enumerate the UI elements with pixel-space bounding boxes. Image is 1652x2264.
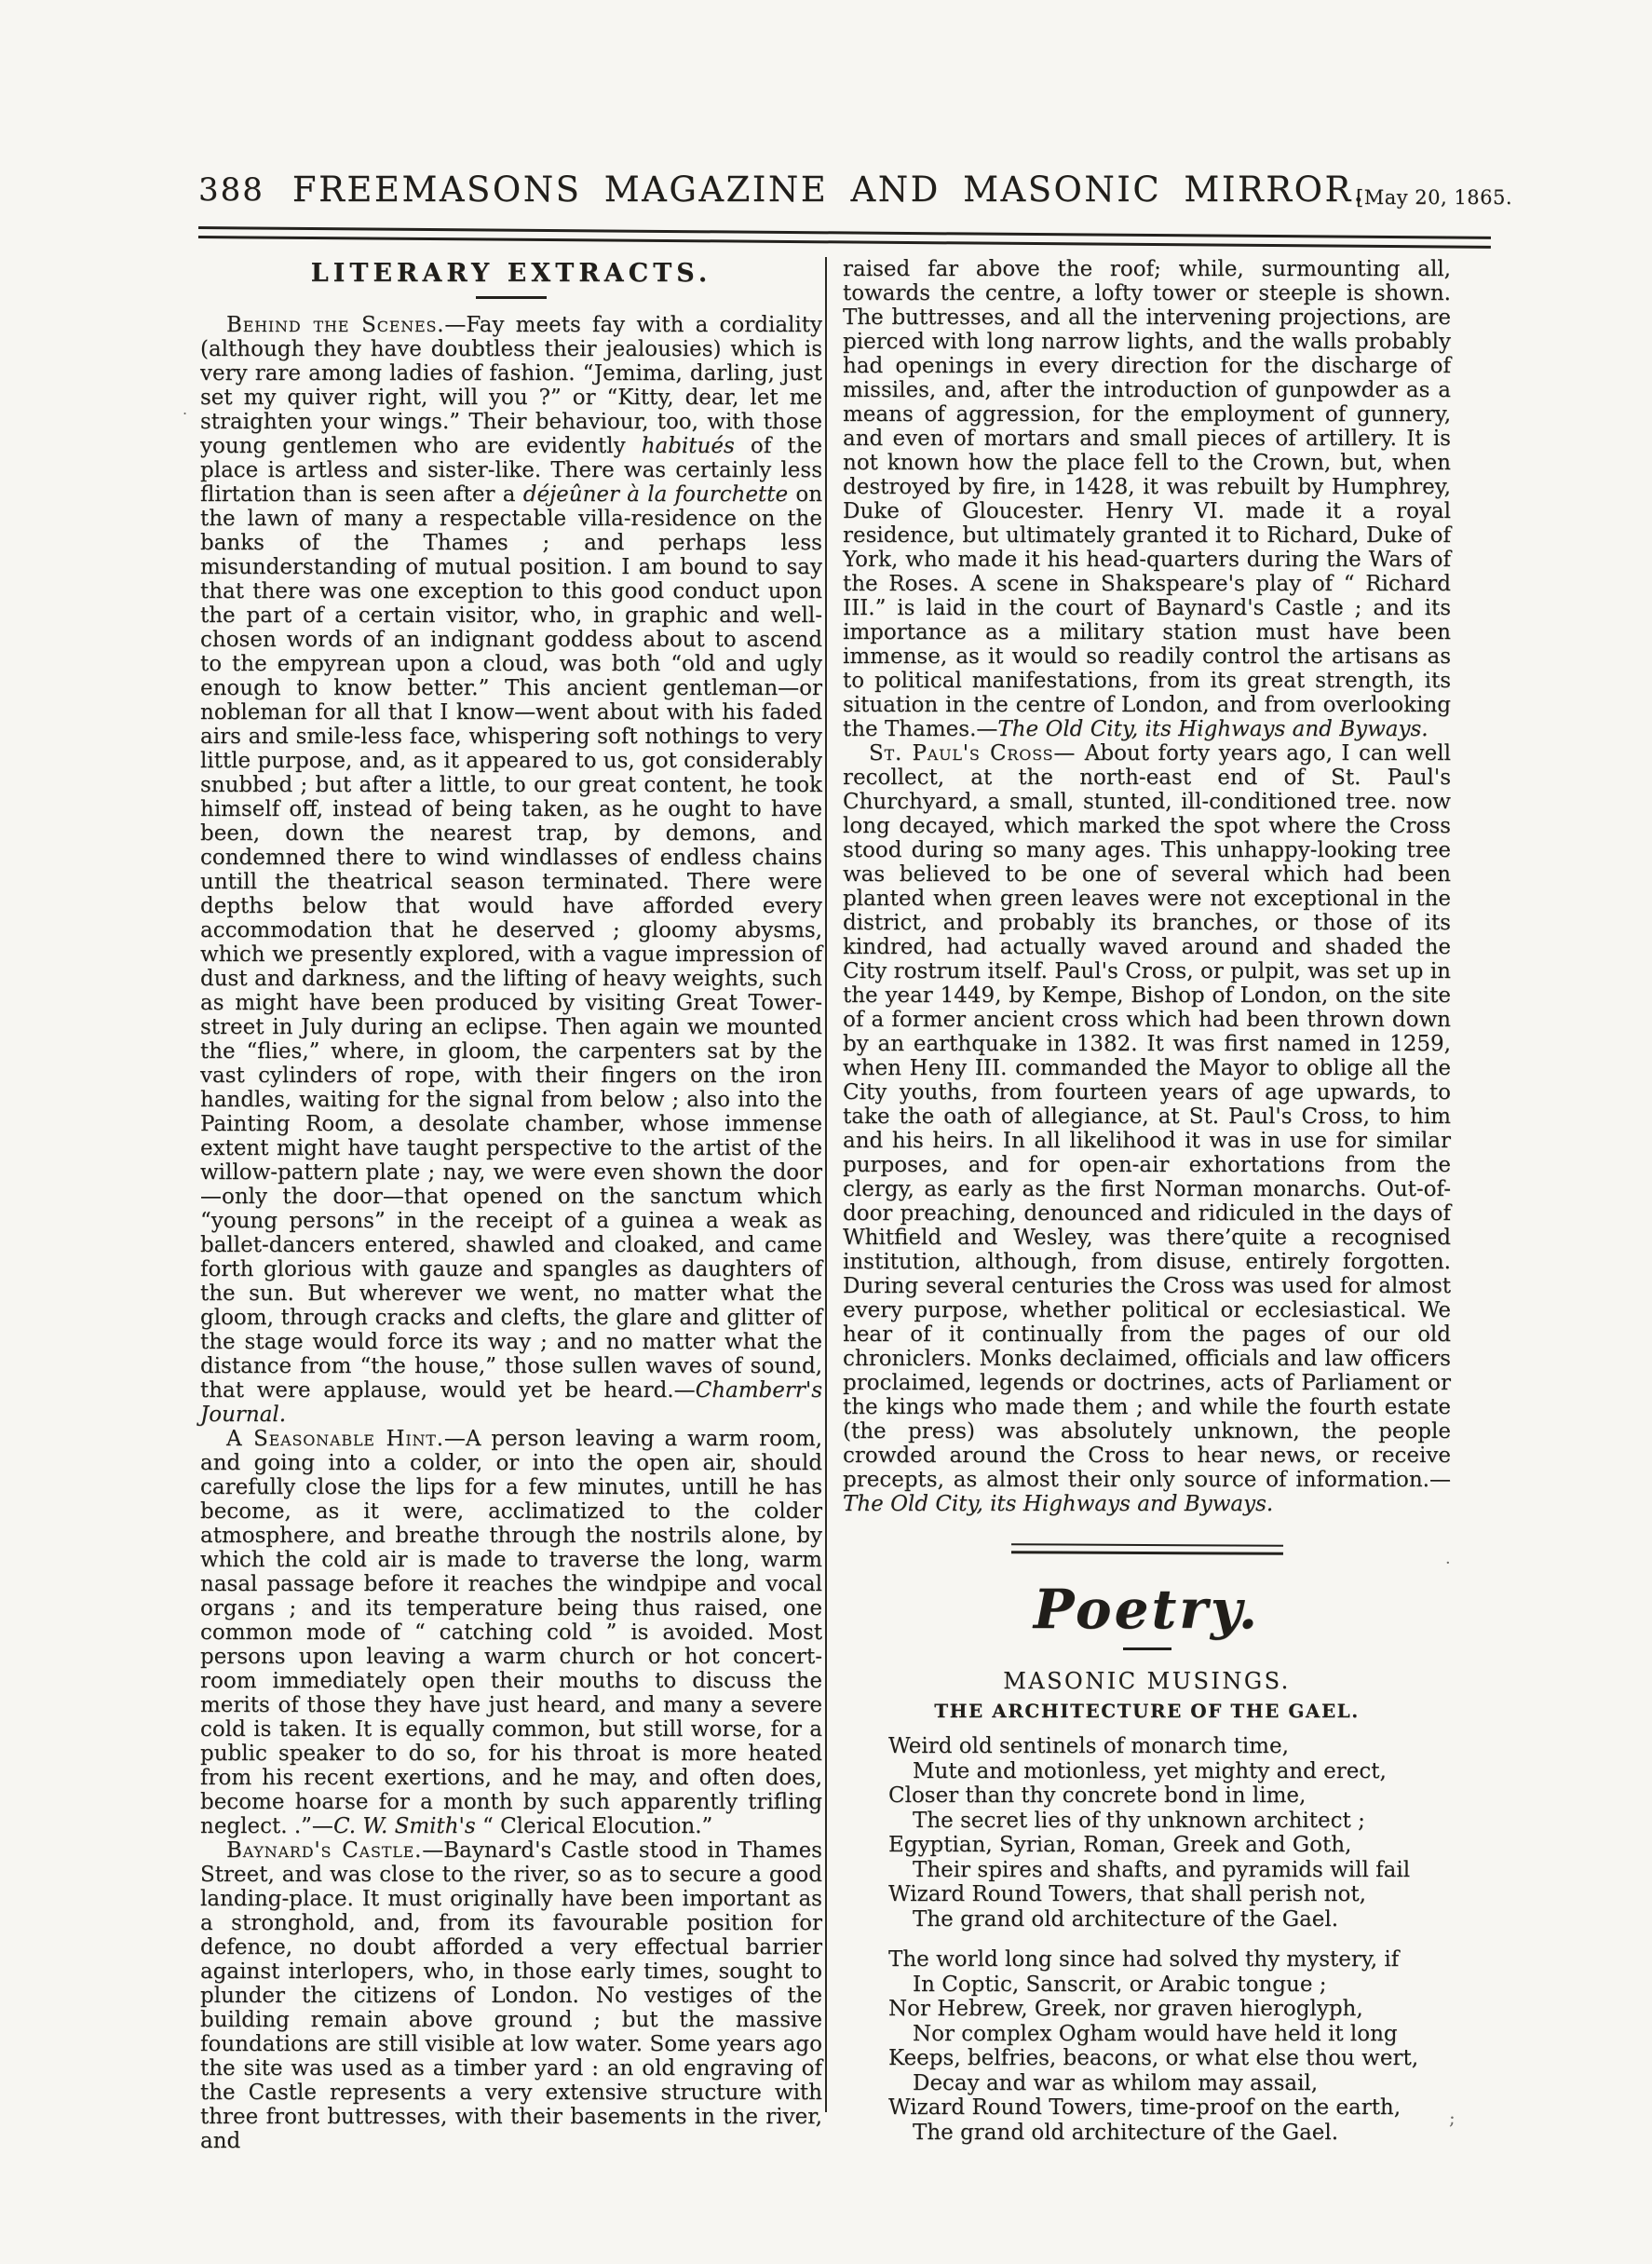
scan-artifact: . (183, 400, 188, 418)
paragraph (200, 1427, 822, 1838)
poem-line: Nor Hebrew, Greek, nor graven hieroglyph, (888, 1997, 1363, 2021)
poem-stanza (888, 1734, 1451, 1932)
poem-line: The grand old architecture of the Gael. (913, 1906, 1339, 1932)
column-divider-rule (825, 257, 827, 2112)
paragraph-lead: A Seasonable Hint. (226, 1427, 444, 1451)
paragraph-text: “ Clerical Elocution.” (475, 1814, 713, 1838)
poem-line: In Coptic, Sanscrit, or Arabic tongue ; (913, 1972, 1327, 1997)
italic-citation: The Old City, its Highways and Byways. (843, 1492, 1274, 1516)
italic-citation: The Old City, its Highways and Byways. (997, 717, 1429, 741)
paragraph-lead: Behind the Scenes. (226, 313, 445, 337)
masthead-title: FREEMASONS MAGAZINE AND MASONIC MIRROR. (291, 169, 1367, 210)
italic-citation: habitués (641, 434, 735, 458)
poem-line: Nor complex Ogham would have held it long (913, 2021, 1398, 2046)
poem-line: The world long since had solved thy mystery, if (888, 1947, 1400, 1972)
poetry-section-heading: Poetry. (1033, 1578, 1261, 1641)
poem-line: Their spires and shafts, and pyramids will fail (913, 1857, 1411, 1882)
italic-citation: Chamberr's Journal. (200, 1378, 822, 1427)
scan-artifact: · (1445, 1553, 1451, 1573)
paragraph (843, 741, 1451, 1516)
paragraph (200, 1838, 822, 2153)
poem-line: The grand old architecture of the Gael. (913, 2120, 1339, 2145)
poem-line: Closer than thy concrete bond in lime, (888, 1783, 1307, 1808)
poem-subtitle: THE ARCHITECTURE OF THE GAEL. (934, 1700, 1360, 1722)
section-title: LITERARY EXTRACTS. (310, 259, 712, 288)
paragraph-lead: St. Paul's Cross— (869, 741, 1077, 766)
paragraph-text: About forty years ago, I can well recollect, at the north-east end of St. Paul's Churchyard, a small, stunted, ill-conditioned tree. now long decayed, which marked the spot where the Cross stood during so many ages. This unhappy-looking tree was believed to be one of several which had been planted when green leaves were not exceptional in the district, and probably its branches, or those of its kindred, had actually waved around and shaded the City rostrum itself. Paul's Cross, or pulpit, was set up in the year 1449, by Kempe, Bishop of London, on the site of a former ancient cross which had been thrown down by an earthquake in 1382. It was first named in 1259, when Heny III. commanded the Mayor to oblige all the City youths, from fourteen years of age upwards, to take the oath of allegiance, at St. Paul's Cross, to him and his heirs. In all likelihood it was in use for similar purposes, and for open-air exhortations from the clergy, as early as the first Norman monarchs. Out-of-door preaching, denounced and ridiculed in the days of Whitfield and Wesley, was there’quite a recognised institution, although, from disuse, entirely forgotten. During several centuries the Cross was used for almost every purpose, whether political or ecclesiastical. We hear of it continually from the pages of our old chroniclers. Monks declaimed, officials and law officers proclaimed, legends or doctrines, acts of Parliament or the kings who made them ; and while the fourth estate (the press) was absolutely unknown, the people crowded around the Cross to hear news, or receive precepts, as almost their only source of information.— (843, 741, 1451, 1492)
paragraph-lead: Baynard's Castle. (226, 1838, 423, 1863)
right-column (843, 257, 1451, 2161)
poetry-section-rule (1010, 1543, 1282, 1555)
poem-stanza (888, 1947, 1451, 2145)
poem-line: Mute and motionless, yet mighty and erect, (913, 1758, 1387, 1783)
header-double-rule (198, 226, 1491, 249)
issue-date: [May 20, 1865. (1356, 186, 1512, 209)
section-title-rule (476, 296, 547, 299)
poem-line: Wizard Round Towers, that shall perish not, (888, 1882, 1366, 1906)
poem-title: MASONIC MUSINGS. (1003, 1668, 1291, 1694)
paragraph-text: of the place is artless and sister-like. There was certainly less flirtation than is seen after a (200, 434, 823, 507)
poetry-heading-rule (1123, 1647, 1171, 1650)
scan-artifact: ; (1449, 2107, 1456, 2129)
paragraph (200, 313, 822, 1427)
left-column (200, 259, 822, 2153)
paragraph (843, 257, 1451, 741)
poem-line: Decay and war as whilom may assail, (913, 2070, 1319, 2095)
poem-line: Wizard Round Towers, time-proof on the earth, (888, 2095, 1401, 2120)
poem-line: The secret lies of thy unknown architect ; (913, 1808, 1365, 1833)
poem (843, 1734, 1451, 2145)
paragraph-text: —Baynard's Castle stood in Thames Street, and was close to the river, so as to secure a good landing-place. It must originally have been important as a stronghold, and, from its favourable position for defence, no doubt afforded a very effectual barrier against interlopers, who, in those early times, sought to plunder the citizens of London. No vestiges of the building remain above ground ; but the massive foundations are still visible at low water. Some years ago the site was used as a timber yard : an old engraving of the Castle represents a very extensive structure with three front buttresses, with their basements in the river, and (200, 1838, 822, 2153)
left-column-paragraphs (200, 313, 822, 2153)
poem-line: Weird old sentinels of monarch time, (888, 1734, 1289, 1758)
italic-citation: déjeûner à la fourchette (522, 482, 789, 507)
poem-line: Keeps, belfries, beacons, or what else thou wert, (888, 2046, 1419, 2070)
right-column-paragraphs (843, 257, 1451, 1516)
paragraph-text: on the lawn of many a respectable villa-residence on the banks of the Thames ; and perhaps less misunderstanding of mutual position. I am bound to say that there was one exception to this good conduct upon the part of a certain visitor, who, in graphic and well-chosen words of an indignant goddess about to ascend to the empyrean upon a cloud, was both “old and ugly enough to know better.” This ancient gentleman—or nobleman for all that I know—went about with his faded airs and smile-less face, whispering soft nothings to very little purpose, and, as it appeared to us, got considerably snubbed ; but after a little, to our great content, he took himself off, instead of being taken, as he ought to have been, down the nearest trap, by demons, and condemned there to wind windlasses of endless chains untill the theatrical season terminated. There were depths below that would have afforded every accommodation that he deserved ; gloomy abysms, which we presently explored, with a vague impression of dust and darkness, and the lifting of heavy weights, such as might have been produced by visiting Great Tower-street in July during an eclipse. Then again we mounted the “flies,” where, in gloom, the carpenters sat by the vast cylinders of rope, with their fingers on the iron handles, waiting for the signal from below ; also into the Painting Room, a desolate chamber, whose immense extent might have taught perspective to the artist of the willow-pattern plate ; nay, we were even shown the door—only the door—that opened on the sanctum which “young persons” in the receipt of a guinea a weak as ballet-dancers entered, shawled and cloaked, and came forth glorious with gauze and spangles as daughters of the sun. But wherever we went, no matter what the gloom, through cracks and clefts, the glare and glitter of the stage would force its way ; and no matter what the distance from “the house,” those sullen waves of sound, that were applause, would yet be heard.— (200, 482, 823, 1403)
poem-line: Egyptian, Syrian, Roman, Greek and Goth, (888, 1833, 1352, 1857)
rule-line (1010, 1551, 1282, 1555)
paragraph-text: —Fay meets fay with a cordiality (although they have doubtless their jealousies) which is very rare among ladies of fashion. “Jemima, darling, just set my quiver right, will you ?” or “Kitty, dear, let me straighten your wings.” Their behaviour, too, with those young gentlemen who are evidently (200, 313, 822, 458)
rule-line (1011, 1543, 1283, 1547)
page-number: 388 (198, 171, 264, 209)
italic-citation: C. W. Smith's (332, 1814, 476, 1838)
paragraph-text: —A person leaving a warm room, and going into a colder, or into the open air, should carefully close the lips for a few minutes, untill he has become, as it were, acclimatized to the colder atmosphere, and breathe through the nostrils alone, by which the cold air is made to traverse the long, warm nasal passage before it reaches the windpipe and vocal organs ; and its temperature being thus raised, one common mode of “ catching cold ” is avoided. Most persons upon leaving a warm church or hot concert-room immediately open their mouths to discuss the merits of those they have just heard, and many a severe cold is taken. It is equally common, but still worse, for a public speaker to do so, for his throat is more heated from his recent exertions, and he may, and often does, become hoarse for a month by such apparently trifling neglect. .”— (200, 1427, 822, 1838)
paragraph-text: raised far above the roof; while, surmounting all, towards the centre, a lofty tower or steeple is shown. The buttresses, and all the intervening projections, are pierced with long narrow lights, and the walls probably had openings in every direction for the discharge of missiles, and, after the introduction of gunpowder as a means of aggression, for the employment of gunnery, and even of mortars and small pieces of artillery. It is not known how the place fell to the Crown, but, when destroyed by fire, in 1428, it was rebuilt by Humphrey, Duke of Gloucester. Henry VI. made it a royal residence, but ultimately granted it to Richard, Duke of York, who made it his head-quarters during the Wars of the Roses. A scene in Shakspeare's play of “ Richard III.” is laid in the court of Baynard's Castle ; and its importance as a military station must have been immense, as it would so readily control the artisans as to political manifestations, from its great strength, its situation in the centre of London, and from overlooking the Thames.— (843, 257, 1451, 741)
